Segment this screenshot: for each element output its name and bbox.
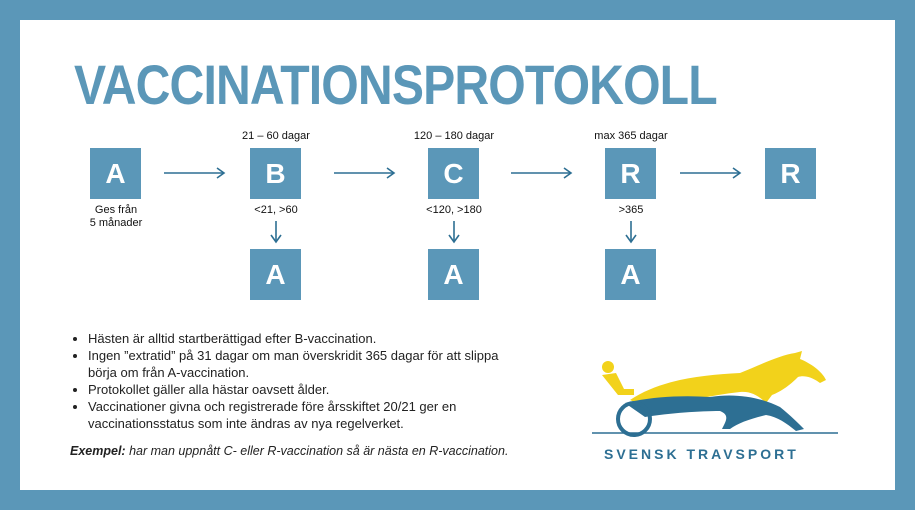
arrow-b-to-c bbox=[333, 166, 397, 180]
box-b: B bbox=[250, 148, 301, 199]
logo-text: SVENSK TRAVSPORT bbox=[604, 446, 799, 462]
arrow-b-down bbox=[268, 220, 284, 244]
box-a-restart-b: A bbox=[250, 249, 301, 300]
svensk-travsport-logo bbox=[590, 345, 840, 440]
label-b-interval: 21 – 60 dagar bbox=[242, 130, 310, 142]
rule-item: • Protokollet gäller alla hästar oavsett ålder. bbox=[88, 381, 530, 398]
label-r-interval: max 365 dagar bbox=[594, 130, 668, 142]
box-a-restart-c: A bbox=[428, 249, 479, 300]
arrow-c-down bbox=[446, 220, 462, 244]
label-c-condition: <120, >180 bbox=[426, 204, 482, 216]
label-a-start-age bbox=[90, 204, 143, 230]
page-title: VACCINATIONSPROTOKOLL bbox=[74, 53, 717, 116]
arrow-a-to-b bbox=[163, 166, 227, 180]
box-r-first: R bbox=[605, 148, 656, 199]
arrow-c-to-r bbox=[510, 166, 574, 180]
example-prefix: Exempel: bbox=[70, 444, 126, 458]
rule-item: • Vaccinationer givna och registrerade före årsskiftet 20/21 ger en vaccinationsstatus som inte ändras av nya regelverket. bbox=[88, 398, 530, 432]
rule-item: • Hästen är alltid startberättigad efter B-vaccination. bbox=[88, 330, 530, 347]
driver-body bbox=[602, 373, 634, 395]
box-a-start: A bbox=[90, 148, 141, 199]
arrow-r-to-r bbox=[679, 166, 743, 180]
rule-item: • Ingen ”extratid” på 31 dagar om man överskridit 365 dagar för att slippa börja om från A-vaccination. bbox=[88, 347, 530, 381]
box-c: C bbox=[428, 148, 479, 199]
horse-blue-shape bbox=[625, 395, 804, 431]
label-a-line2: 5 månader bbox=[89, 217, 143, 229]
box-r-second: R bbox=[765, 148, 816, 199]
box-a-restart-r: A bbox=[605, 249, 656, 300]
label-c-interval: 120 – 180 dagar bbox=[413, 130, 495, 142]
example-note bbox=[70, 444, 508, 458]
example-text: har man uppnått C- eller R-vaccination så är nästa en R-vaccination. bbox=[125, 444, 509, 458]
arrow-r-down bbox=[623, 220, 639, 244]
label-a-line1: Ges från bbox=[94, 204, 138, 216]
label-b-condition: <21, >60 bbox=[254, 204, 298, 216]
rules-list bbox=[70, 330, 530, 432]
driver-head bbox=[602, 361, 614, 373]
label-r-condition: >365 bbox=[618, 204, 644, 216]
